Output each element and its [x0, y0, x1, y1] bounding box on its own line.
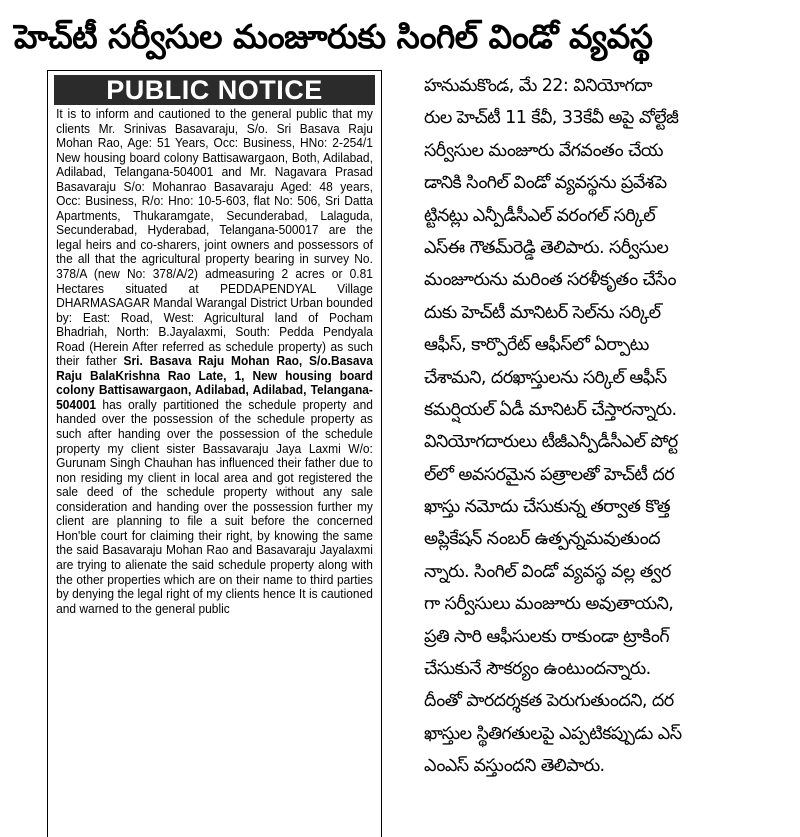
article-line: సర్వీసుల మంజూరు వేగవంతం చేయ — [424, 140, 663, 161]
article-line: న్నారు. సింగిల్ విండో వ్యవస్థ వల్ల త్వర — [424, 561, 671, 582]
article-line: దీంతో పారదర్శకత పెరుగుతుందని, దర — [424, 691, 674, 712]
notice-text-bold: Sri. Basava Raju Mohan Rao, S/o.Basava Raju BalaKrishna Rao Late, 1, New housing board colony Battisawargaon, Adilabad, Adilabad, Telangana-504001 — [56, 353, 373, 412]
article-line: దుకు హెచ్‌టీ మానిటర్ సెల్‌ను సర్కిల్ — [424, 302, 661, 323]
public-notice-title: PUBLIC NOTICE — [54, 75, 375, 105]
article-line: చేశామని, దరఖాస్తులను సర్కిల్ ఆఫీస్ — [424, 367, 667, 388]
article-line: డానికి సింగిల్ విండో వ్యవస్థను ప్రవేశపె — [424, 173, 667, 194]
article-line: హనుమకొండ, మే 22: వినియోగదా — [424, 76, 652, 96]
article-line: ఎంఎస్ వస్తుందని తెలిపారు. — [424, 756, 605, 777]
public-notice-body — [48, 107, 379, 616]
article-line: ఖాస్తు నమోదు చేసుకున్న తర్వాత కొత్త — [424, 497, 671, 518]
article-line: వినియోగదారులు టీజీఎన్పీడీసీఎల్ పోర్ట — [424, 432, 678, 453]
article-line: ట్టినట్లు ఎన్పీడీసీఎల్ వరంగల్ సర్కిల్ — [424, 205, 656, 226]
article-line: ఖాస్తుల స్థితిగతులపై ఎప్పటికప్పుడు ఎస్ — [424, 723, 682, 744]
article-line: కమర్షియల్ ఏడీ మానిటర్ చేస్తారన్నారు. — [424, 399, 677, 420]
article-line: ల్‌లో అవసరమైన పత్రాలతో హెచ్‌టీ దర — [424, 464, 675, 485]
notice-text-part-a: It is to inform and cautioned to the general public that my clients Mr. Srinivas Basavaraju, S/o. Sri Basava Raju Mohan Rao, Age: 51 Years, Occ: Business, HNo: 2-254/1 New housing board colony Battisawargaon, Both, Adilabad, Adilabad, Telangana-504001 and Mr. Nagavara Prasad Basavaraju S/o: Mohanrao Basavaraju Aged: 48 years, Occ: Business, R/o: Hno: 10-5-603, flat No: 506, Sri Datta Apartments, Thukaramgate, Secunderabad, Lalaguda, Secunderabad, Hyderabad, Telangana-500017 are the legal heirs and co-sharers, joint owners and possessors of the all that the agricultural property bearing in survey No. 378/A (new No: 378/A/2) admeasuring 2 acres or 0.81 Hectares situated at PEDDAPENDYAL Village DHARMASAGAR Mandal Warangal District Urban bounded by: East: Road, West: Agricultural land of Pocham Bhadriah, North: B.Jayalaxmi, South: Pedda Pendyala Road (Herein After referred as schedule property) as such their father — [56, 106, 373, 369]
article-headline: హెచ్‌టీ సర్వీసుల మంజూరుకు సింగిల్ విండో వ్యవస్థ — [14, 17, 653, 56]
article-line: రుల హెచ్‌టీ 11 కేవీ, 33కేవీ అపై వోల్టేజీ — [424, 108, 679, 129]
article-body — [424, 70, 784, 837]
article-line: మంజూరును మరింత సరళీకృతం చేసేం — [424, 270, 676, 291]
public-notice-box — [47, 70, 382, 837]
article-line: ఎస్ఈ గౌతమ్‌రెడ్డి తెలిపారు. సర్వీసుల — [424, 237, 669, 258]
notice-text-part-b: has orally partitioned the schedule property and handed over the possession of the schedule property as such after handing over the possession of the schedule property my client sister Bassavaraju Jaya Laxmi W/o: Gurunam Singh Chauhan has influenced their father due to non residing my client in local area and got registered the sale deed of the schedule property without any sale consideration and handing over the possession further my client are planning to file a suit before the concerned Hon'ble court for claiming their right, by knowing the same the said Basavaraju Mohan Rao and Basavaraju Jayalaxmi are trying to alienate the said schedule property along with the other properties which are on their name to third parties by denying the legal right of my clients hence It is cautioned and warned to the general public — [56, 396, 373, 616]
article-line: చేసుకునే సౌకర్యం ఉంటుందన్నారు. — [424, 659, 651, 680]
article-line: ప్రతి సారి ఆఫీసులకు రాకుండా ట్రాకింగ్ — [424, 626, 670, 647]
article-line: ఆఫీస్, కార్పొరేట్ ఆఫీస్‌లో ఏర్పాటు — [424, 335, 649, 356]
article-line: అప్లికేషన్ నంబర్ ఉత్పన్నమవుతుంద — [424, 529, 660, 550]
article-line: గా సర్వీసులు మంజూరు అవుతాయని, — [424, 594, 674, 615]
